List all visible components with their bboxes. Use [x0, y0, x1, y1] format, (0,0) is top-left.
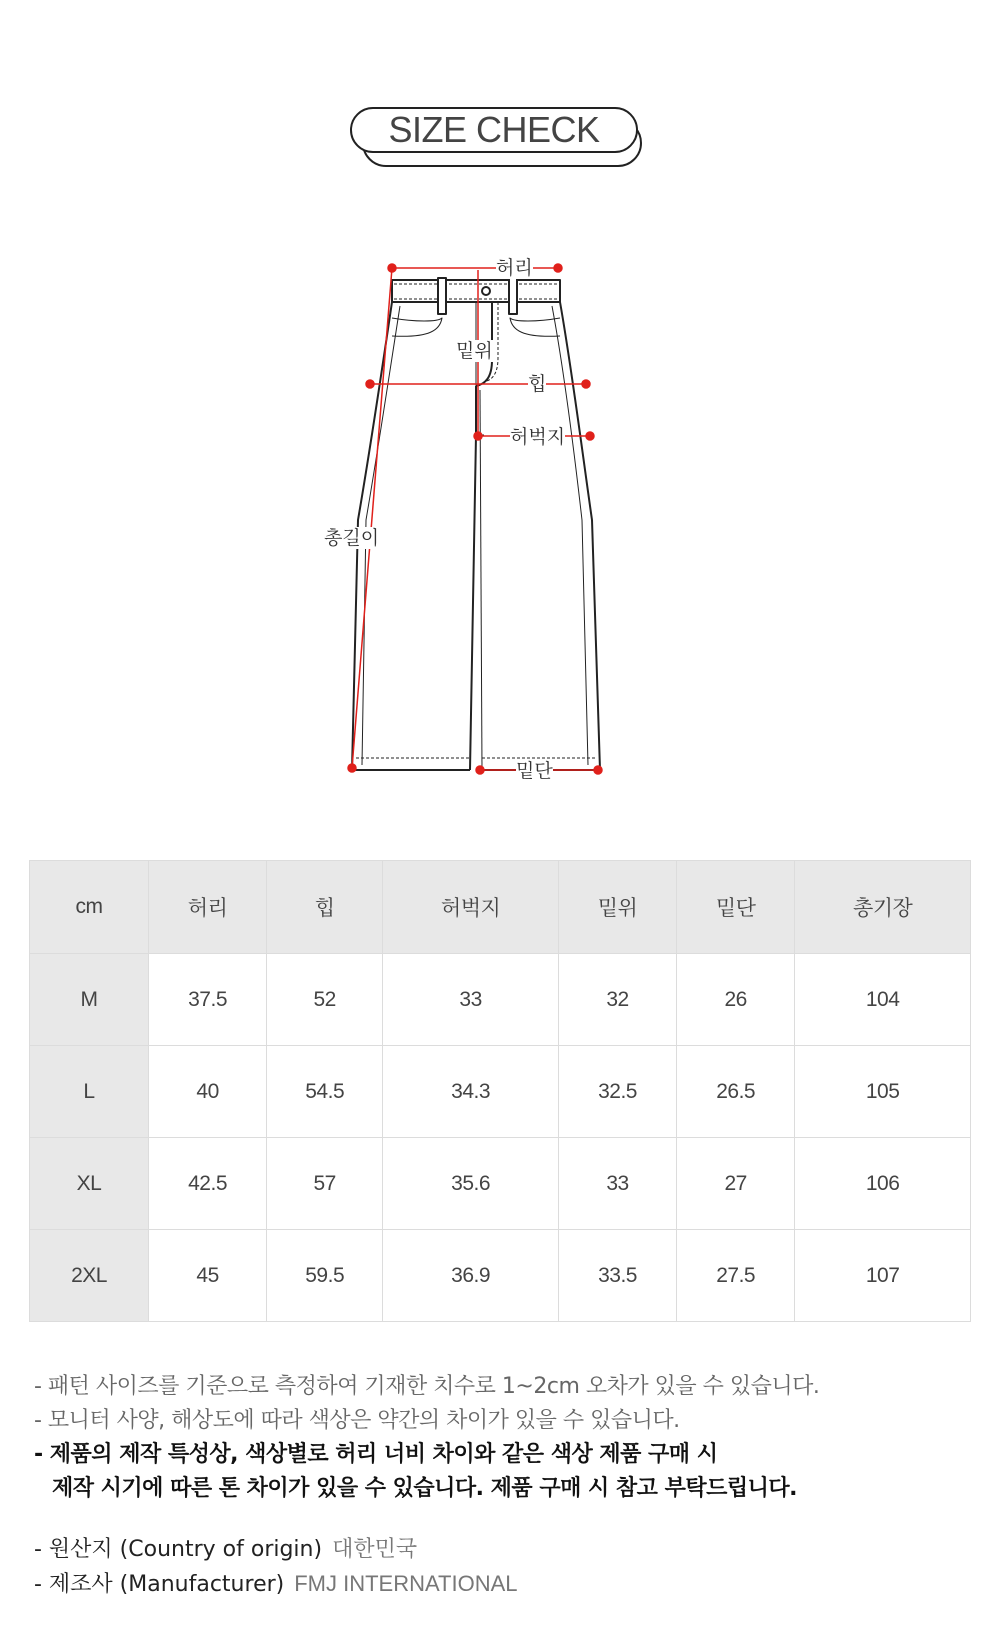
country-label: - 원산지 (Country of origin) [34, 1537, 323, 1562]
country-value: 대한민국 [332, 1536, 418, 1561]
manufacturer-value: FMJ INTERNATIONAL [294, 1571, 518, 1596]
value-cell: 32 [558, 954, 676, 1046]
header-thigh: 허벅지 [383, 861, 559, 954]
size-table [29, 860, 971, 1322]
value-cell: 33 [558, 1138, 676, 1230]
table-row [30, 1046, 971, 1138]
note-line-bold: 제작 시기에 따른 톤 차이가 있을 수 있습니다. 제품 구매 시 참고 부탁드립니다. [52, 1476, 797, 1501]
header-total-length: 총기장 [795, 861, 971, 954]
value-cell: 27 [677, 1138, 795, 1230]
manufacturer-label: - 제조사 (Manufacturer) [34, 1572, 285, 1597]
waist-point-right [554, 264, 562, 272]
hip-label: 힙 [528, 373, 547, 395]
manufacturer [34, 1567, 518, 1602]
value-cell: 54.5 [267, 1046, 383, 1138]
value-cell: 36.9 [383, 1230, 559, 1322]
value-cell: 42.5 [149, 1138, 267, 1230]
table-header-row [30, 861, 971, 954]
value-cell: 105 [795, 1046, 971, 1138]
size-cell: L [30, 1046, 149, 1138]
header-hem: 밑단 [677, 861, 795, 954]
note-line: - 패턴 사이즈를 기준으로 측정하여 기재한 치수로 1~2cm 오차가 있을 수 있습니다. [34, 1374, 820, 1399]
value-cell: 33.5 [558, 1230, 676, 1322]
size-cell: 2XL [30, 1230, 149, 1322]
value-cell: 40 [149, 1046, 267, 1138]
title-pill: SIZE CHECK [350, 107, 638, 153]
value-cell: 59.5 [267, 1230, 383, 1322]
notes-section [34, 1370, 974, 1506]
table-row [30, 1138, 971, 1230]
country-of-origin [34, 1532, 518, 1567]
size-cell: XL [30, 1138, 149, 1230]
value-cell: 45 [149, 1230, 267, 1322]
total-length-label: 총길이 [324, 527, 380, 549]
value-cell: 34.3 [383, 1046, 559, 1138]
value-cell: 35.6 [383, 1138, 559, 1230]
value-cell: 107 [795, 1230, 971, 1322]
value-cell: 57 [267, 1138, 383, 1230]
header-hip: 힙 [267, 861, 383, 954]
waist-label: 허리 [496, 257, 533, 279]
value-cell: 27.5 [677, 1230, 795, 1322]
hem-label: 밑단 [516, 760, 553, 782]
value-cell: 26 [677, 954, 795, 1046]
header-waist: 허리 [149, 861, 267, 954]
table-row [30, 954, 971, 1046]
value-cell: 37.5 [149, 954, 267, 1046]
note-line: - 모니터 사양, 해상도에 따라 색상은 약간의 차이가 있을 수 있습니다. [34, 1408, 680, 1433]
value-cell: 32.5 [558, 1046, 676, 1138]
pants-measurement-diagram [320, 257, 660, 820]
value-cell: 52 [267, 954, 383, 1046]
value-cell: 26.5 [677, 1046, 795, 1138]
origin-section [34, 1532, 518, 1602]
rise-label: 밑위 [456, 340, 493, 362]
size-check-title [350, 107, 650, 167]
size-cell: M [30, 954, 149, 1046]
value-cell: 104 [795, 954, 971, 1046]
thigh-label: 허벅지 [510, 426, 566, 448]
header-rise: 밑위 [558, 861, 676, 954]
value-cell: 33 [383, 954, 559, 1046]
unit-header: cm [30, 861, 149, 954]
note-line-bold: - 제품의 제작 특성상, 색상별로 허리 너비 차이와 같은 색상 제품 구매 시 [34, 1442, 718, 1467]
value-cell: 106 [795, 1138, 971, 1230]
table-row [30, 1230, 971, 1322]
